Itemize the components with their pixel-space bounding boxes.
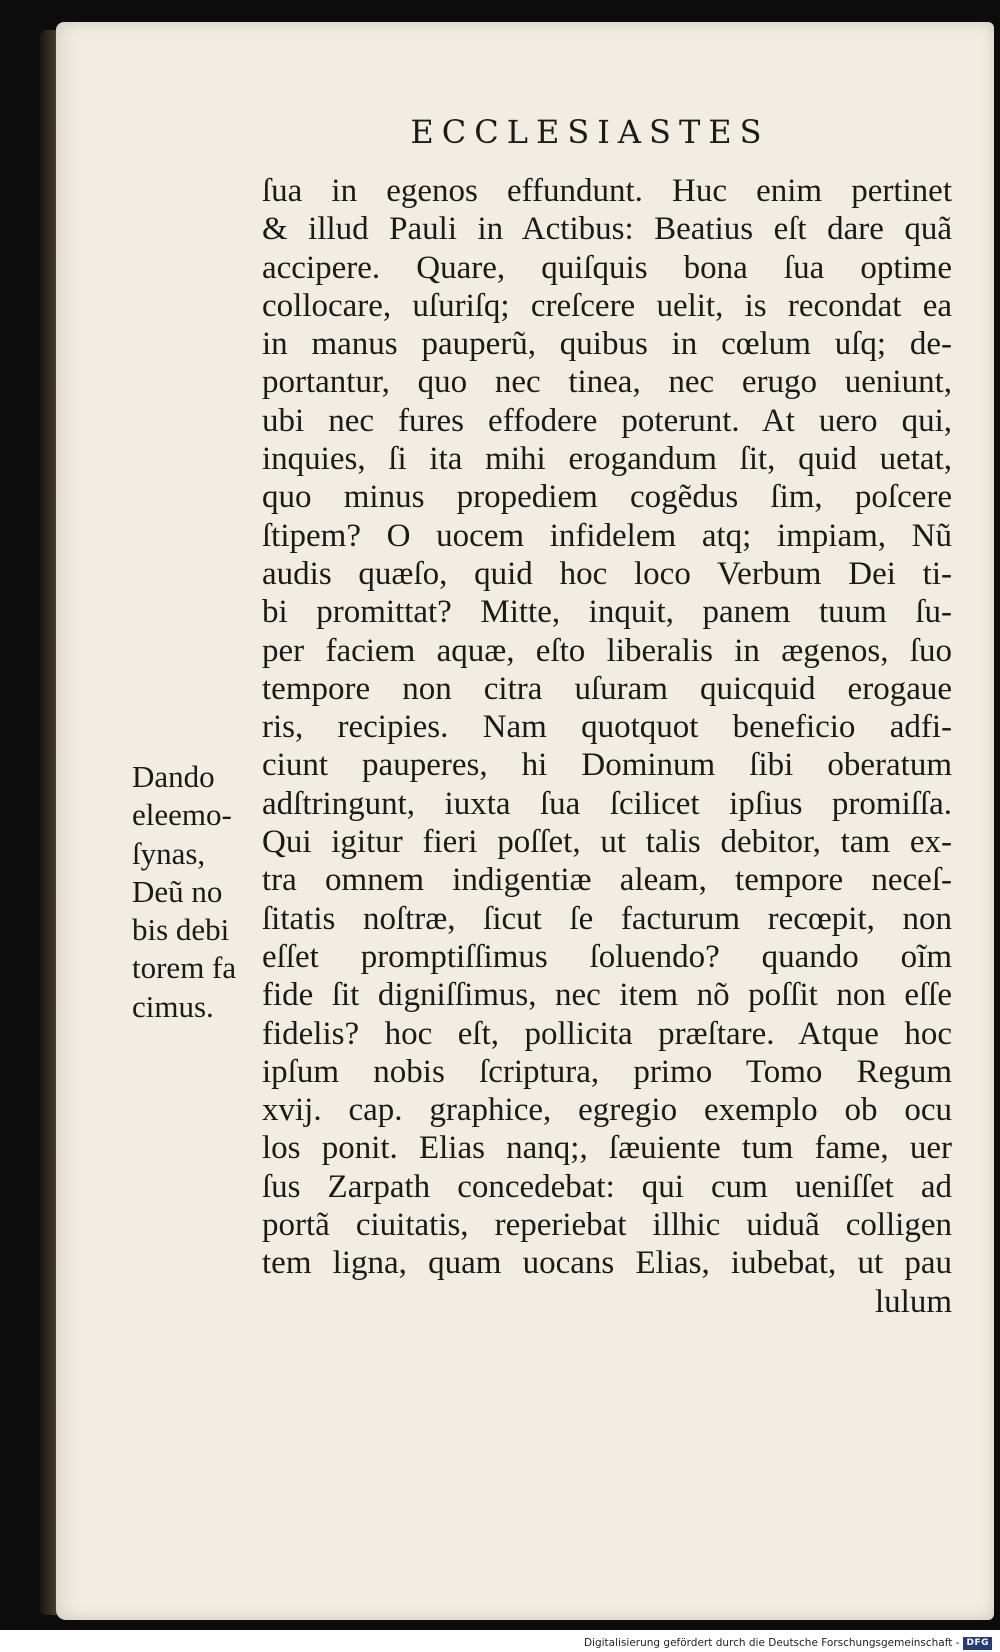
text-line: portã ciuitatis, reperiebat illhic uiduã colligen xyxy=(262,1207,952,1244)
text-line: ciunt pauperes, hi Dominum ſibi oberatum xyxy=(262,747,952,784)
marginal-note xyxy=(132,758,262,1026)
margin-note-line: ſynas, xyxy=(132,835,206,871)
text-line: ſus Zarpath concedebat: qui cum ueniſſet ad xyxy=(262,1168,952,1205)
margin-note-line: eleemo- xyxy=(132,797,232,833)
text-line: & illud Pauli in Actibus: Beatius eſt dare quã xyxy=(262,211,952,248)
text-line: quo minus propediem cogẽdus ſim, poſcere xyxy=(262,479,952,516)
text-line: accipere. Quare, quiſquis bona ſua optime xyxy=(262,249,952,286)
text-line: ſtipem? O uocem infidelem atq; impiam, Nũ xyxy=(262,517,952,554)
text-line: fidelis? hoc eſt, pollicita præſtare. Atque hoc xyxy=(262,1015,952,1052)
text-line: collocare, uſuriſq; creſcere uelit, is recondat ea xyxy=(262,287,952,324)
text-line: inquies, ſi ita mihi erogandum ſit, quid uetat, xyxy=(262,441,952,478)
margin-note-line: Dando xyxy=(132,759,215,794)
text-line: ſua in egenos effundunt. Huc enim pertinet xyxy=(262,173,952,209)
main-text-block xyxy=(262,172,952,1321)
text-line: ris, recipies. Nam quotquot beneficio adfi- xyxy=(262,709,952,746)
text-line: ipſum nobis ſcriptura, primo Tomo Regum xyxy=(262,1053,952,1090)
catchword: lulum xyxy=(874,1283,952,1320)
digitization-credit xyxy=(0,1634,1000,1652)
margin-note-line: Deũ no xyxy=(132,873,223,909)
text-line: tem ligna, quam uocans Elias, iubebat, ut pau xyxy=(262,1245,952,1282)
text-line: per faciem aquæ, eſto liberalis in ægenos, ſuo xyxy=(262,632,952,669)
credit-text: Digitalisierung gefördert durch die Deutsche Forschungsgemeinschaft - xyxy=(583,1637,960,1649)
text-line: los ponit. Elias nanq;, ſæuiente tum fame, uer xyxy=(262,1130,952,1167)
text-line: Qui igitur fieri poſſet, ut talis debitor, tam ex- xyxy=(262,824,952,861)
text-line: fide ſit digniſſimus, nec item nõ poſſit non eſſe xyxy=(262,977,952,1014)
text-line: bi promittat? Mitte, inquit, panem tuum ſu- xyxy=(262,594,952,631)
text-line: tempore non citra uſuram quicquid erogaue xyxy=(262,670,952,707)
text-line: tra omnem indigentiæ aleam, tempore neceſ- xyxy=(262,862,952,899)
dfg-logo: DFG xyxy=(963,1637,992,1650)
text-line: eſſet promptiſſimus ſoluendo? quando oĩm xyxy=(262,938,952,975)
margin-note-line: bis debi xyxy=(132,912,230,948)
text-line: ubi nec fures effodere poterunt. At uero qui, xyxy=(262,402,952,439)
margin-note-line: torem fa xyxy=(132,950,237,986)
text-line: adſtringunt, iuxta ſua ſcilicet ipſius promiſſa. xyxy=(262,785,952,822)
text-line: ſitatis noſtræ, ſicut ſe facturum recœpit, non xyxy=(262,900,952,937)
text-line: audis quæſo, quid hoc loco Verbum Dei ti- xyxy=(262,555,952,592)
running-header: ECCLESIASTES xyxy=(410,113,770,151)
text-line: in manus pauperũ, quibus in cœlum uſq; de- xyxy=(262,326,952,363)
text-line: xvij. cap. graphice, egregio exemplo ob ocu xyxy=(262,1092,952,1129)
text-line: portantur, quo nec tinea, nec erugo ueniunt, xyxy=(262,364,952,401)
margin-note-line: cimus. xyxy=(132,988,214,1024)
